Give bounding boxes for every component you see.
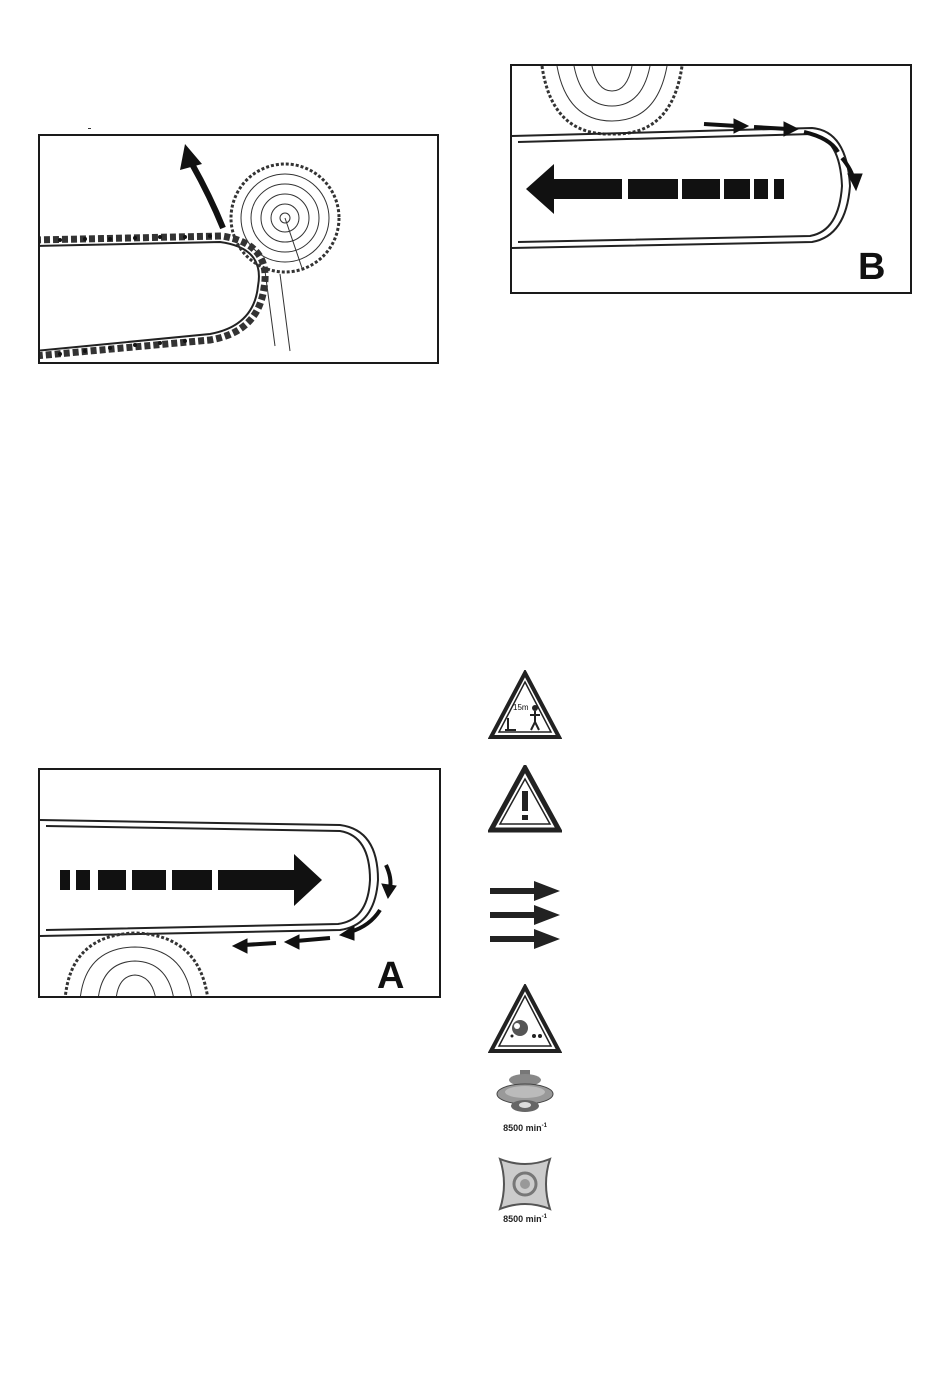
blade-icon (494, 1155, 556, 1213)
pull-cut-illustration (512, 66, 912, 294)
figure-pull-cut (510, 64, 912, 294)
chain-rivets (58, 234, 212, 356)
brush-head-speed-label (490, 1123, 560, 1133)
direction-arrows-icon (490, 880, 562, 950)
distance-warning-text: 15m (513, 703, 529, 712)
brush-head-icon (494, 1068, 556, 1118)
figure-label-b: B (858, 246, 886, 288)
blade-speed-exponent: -1 (541, 1214, 547, 1220)
force-arrow (60, 854, 322, 906)
figure-push-cut (38, 768, 441, 998)
stray-mark (88, 128, 91, 129)
brush-head-speed-exponent: -1 (541, 1123, 547, 1129)
figure-label-a: A (377, 955, 405, 997)
distance-warning-icon (488, 670, 562, 740)
kickback-arrow (180, 144, 223, 228)
figure-kickback (38, 134, 439, 364)
blade-speed-label (490, 1214, 560, 1224)
thrown-objects-warning-icon (488, 984, 562, 1054)
log-cross-section (231, 164, 339, 351)
brush-head-speed: 8500 min (503, 1123, 542, 1133)
log-cross-section (542, 66, 682, 134)
force-arrow (526, 164, 784, 214)
saw-chain (40, 236, 265, 356)
general-warning-icon (488, 765, 562, 833)
kickback-illustration (40, 136, 439, 364)
blade-speed: 8500 min (503, 1214, 542, 1224)
log-cross-section (65, 933, 208, 998)
